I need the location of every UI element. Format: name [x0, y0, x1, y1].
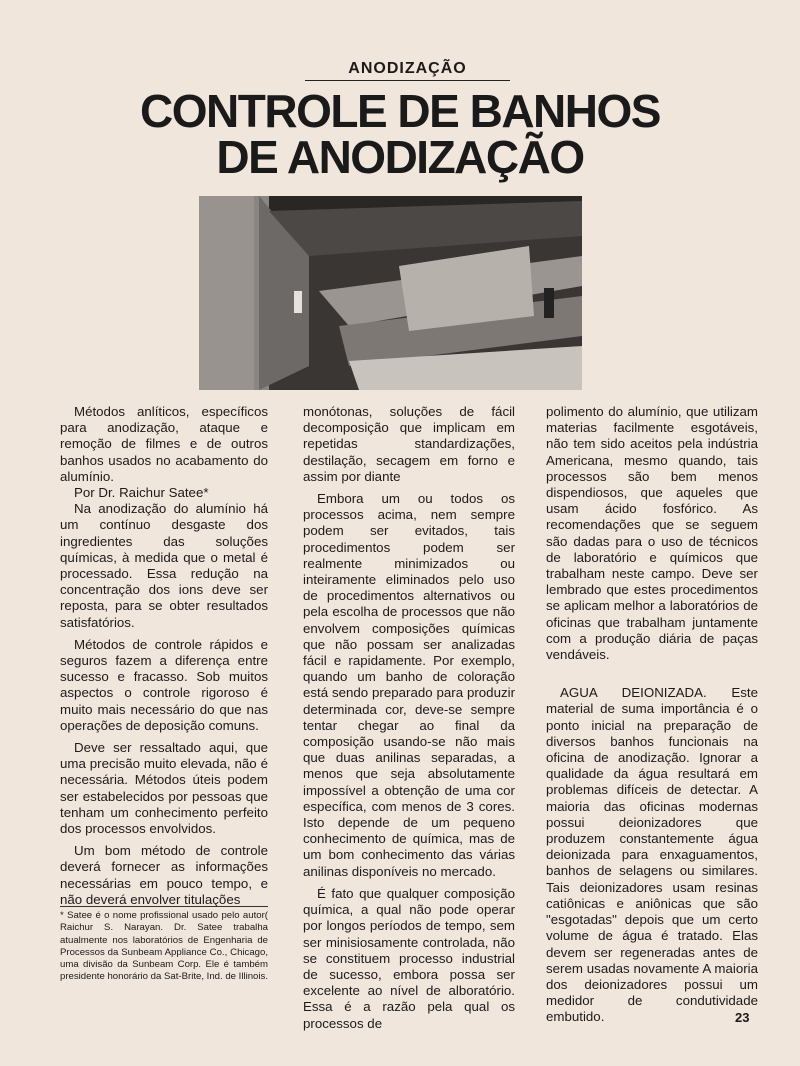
paragraph: AGUA DEIONIZADA. Este material de suma importância é o ponto inicial na preparação de diversos banhos funcionais na oficina de anodização. Ignorar a qualidade da água resultará em problemas difíceis de detectar. A maioria das oficinas modernas possui deionizadores que produzem constantemente água deionizada para enxaguamentos, banhos de selagens ou similares. Tais deionizadores usam resinas catiônicas e aniônicas que são "esgotadas" depois que um certo volume de água é tratado. Elas devem ser regeneradas antes de serem usadas novamente A maioria dos deionizadores possui um medidor de condutividade embutido.	[546, 685, 758, 1025]
paragraph: polimento do alumínio, que utilizam materias facilmente esgotáveis, não tem sido aceitos pela indústria Americana, mesmo quando, tais processos são bem menos dispendiosos, que aqueles que usam ácido fosfórico. As recomendações que se seguem são dadas para o uso de técnicos de laboratório e químicos que trabalham neste campo. Deve ser lembrado que estes procedimentos se aplicam melhor a laboratórios de oficinas que trabalham juntamente com a produção diária de paças vendáveis.	[546, 404, 758, 663]
factory-photo	[199, 196, 582, 390]
article-title	[100, 85, 700, 183]
anodizing-plant-image	[199, 196, 582, 390]
column-3	[546, 404, 758, 1026]
paragraph: monótonas, soluções de fácil decomposição que implicam em repetidas standardizações, destilação, secagem em forno e assim por diante	[303, 404, 515, 484]
title-line-2: DE ANODIZAÇÃO	[216, 131, 584, 183]
section-label: ANODIZAÇÃO	[305, 60, 510, 81]
paragraph: Métodos anlíticos, específicos para anodização, ataque e remoção de filmes e de outros banhos usados no acabamento do alumínio.	[60, 404, 268, 484]
byline: Por Dr. Raichur Satee*	[74, 485, 209, 501]
paragraph: Métodos de controle rápidos e seguros fazem a diferença entre sucesso e fracasso. Sob muitos aspectos o controle rigoroso é muito mais necessário do que nas operações de deposição comuns.	[60, 636, 268, 733]
paragraph: Na anodização do alumínio há um contínuo desgaste dos ingredientes das soluções químicas, à medida que o metal é processado. Essa redução na concentração dos ions deve ser reposta, para se obter resultados satisfatórios.	[60, 501, 268, 630]
paragraph: Um bom método de controle deverá fornecer as informações necessárias em pouco tempo, e não deverá envolver titulações	[60, 843, 268, 907]
title-line-1: CONTROLE DE BANHOS	[140, 85, 660, 137]
column-1	[60, 404, 268, 908]
paragraph: Embora um ou todos os processos acima, nem sempre podem ser evitados, tais procedimentos podem ser realmente minimizados ou inteiramente eliminados pelo uso de procedimentos alternativos ou pela escolha de processos que não envolvem composições químicas que não possam ser analizadas fácil e rapidamente. Por exemplo, quando um banho de coloração está sendo preparado para produzir determinada cor, deve-se sempre tentar chegar ao final da composição usando-se não mais que duas anilinas separadas, a menos que seja absolutamente impossível a obtenção de uma cor específica, com menos de 3 cores. Isto depende de um pequeno conhecimento de química, mas de um bom conhecimento das várias anilinas disponíveis no mercado.	[303, 491, 515, 879]
paragraph: É fato que qualquer composição química, a qual não pode operar por longos períodos de tempo, sem ser minisiosamente controlada, não se constituem processo industrial de sucesso, embora possa ser excelente ao nível de alboratório. Essa é a razão pela qual os processos de	[303, 885, 515, 1031]
footnote: * Satee é o nome profissional usado pelo autor( Raichur S. Narayan. Dr. Satee trabalha atualmente nos laboratórios de Engenharia de Processos da Sunbeam Appliance Co., Chicago, uma divisão da Sunbeam Corp. Ele é também presidente honorário da Sat-Brite, Ind. de Illinois.	[60, 906, 268, 984]
page-number: 23	[735, 1010, 750, 1025]
column-2	[303, 404, 515, 1032]
paragraph: Deve ser ressaltado aqui, que uma precisão muito elevada, não é necessária. Métodos úteis podem ser estabelecidos por pessoas que tenham um conhecimento perfeito dos processos envolvidos.	[60, 740, 268, 837]
